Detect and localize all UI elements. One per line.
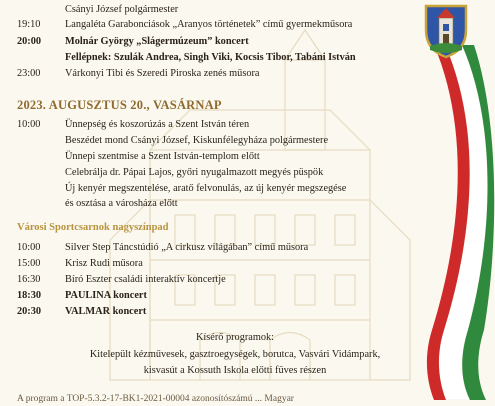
program-time: 23:00 <box>17 68 41 79</box>
footer-note: A program a TOP-5.3.2-17-BK1-2021-00004 azonosítószámú ... Magyar <box>17 394 294 404</box>
program-time: 10:00 <box>17 119 41 130</box>
program-text: és osztása a városháza előtt <box>65 198 178 209</box>
program-text: Beszédet mond Csányi József, Kiskunfélegyháza polgármestere <box>65 135 329 146</box>
side-programs-line: Kitelepült kézművesek, gasztroegységek, borutca, Vasvári Vidámpark, <box>89 349 381 360</box>
program-text: Celebrálja dr. Pápai Lajos, győri nyugalmazott megyés püspök <box>65 167 324 178</box>
program-time: 19:10 <box>17 19 41 30</box>
program-time: 10:00 <box>17 242 41 253</box>
program-text: Krisz Rudi műsora <box>65 258 143 269</box>
program-text: Silver Step Táncstúdió „A cirkusz világában” című műsora <box>65 242 309 253</box>
program-text: VALMAR koncert <box>65 306 147 317</box>
side-programs-title: Kísérő programok: <box>195 332 275 343</box>
program-text: Várkonyi Tibi és Szeredi Piroska zenés műsora <box>65 68 260 79</box>
program-text: Fellépnek: Szulák Andrea, Singh Viki, Kocsis Tibor, Tabáni István <box>65 52 356 63</box>
program-time: 15:00 <box>17 258 41 269</box>
program-time: 20:00 <box>17 36 42 47</box>
program-text: Csányi József polgármester <box>65 4 179 15</box>
program-time: 20:30 <box>17 306 42 317</box>
program-text: Bíró Eszter családi interaktív koncertje <box>65 274 226 285</box>
program-time: 18:30 <box>17 290 42 301</box>
program-time: 16:30 <box>17 274 41 285</box>
day-heading: 2023. AUGUSZTUS 20., VASÁRNAP <box>17 98 222 112</box>
city-coat-of-arms-icon <box>421 0 471 60</box>
side-programs-line: kisvasút a Kossuth Iskola előtti füves részen <box>143 365 327 376</box>
program-text: Új kenyér megszentelése, aratő felvonulás, az új kenyér megszegése <box>65 183 347 194</box>
program-text: Langaléta Garabonciások „Aranyos történetek” című gyermekműsora <box>65 19 353 30</box>
program-text: Molnár György „Slágermúzeum” koncert <box>65 36 249 47</box>
program-text: Ünnepség és koszorúzás a Szent István téren <box>65 119 250 130</box>
program-text: PAULINA koncert <box>65 290 147 301</box>
program-text: Ünnepi szentmise a Szent István-templom előtt <box>65 151 260 162</box>
venue-heading: Városi Sportcsarnok nagyszínpad <box>17 222 169 233</box>
